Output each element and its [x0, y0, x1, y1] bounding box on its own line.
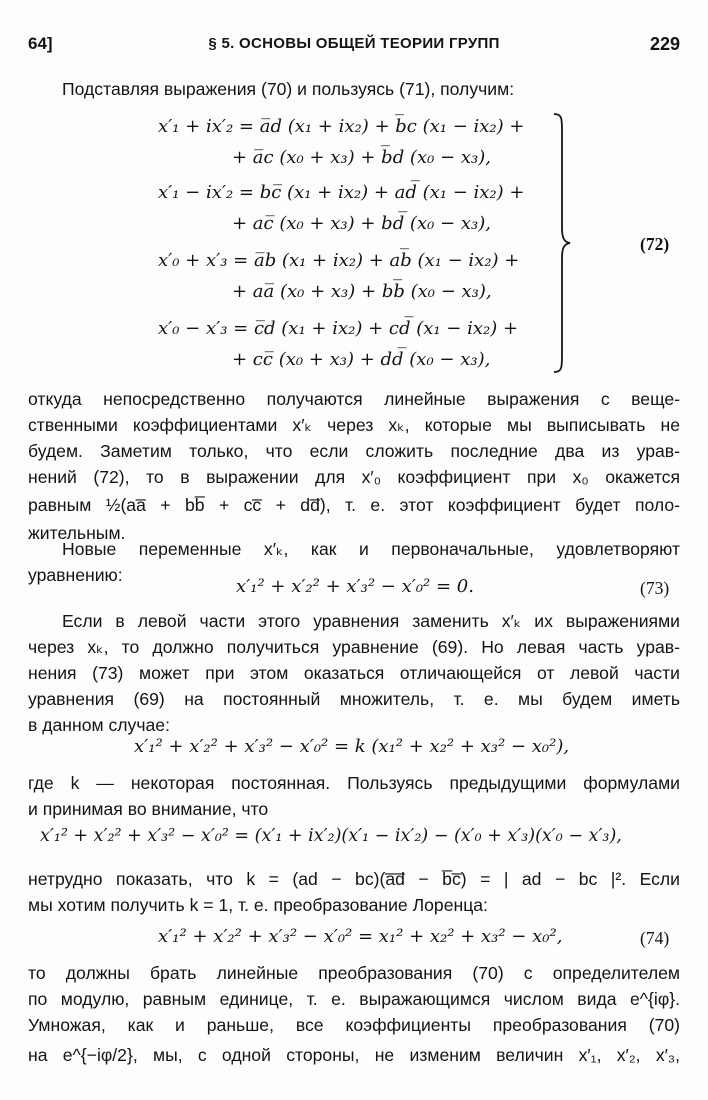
- equation-number-73: (73): [640, 578, 670, 598]
- equation-line: x′₁ + ix′₂ = a̅d (x₁ + ix₂) + b̅c (x₁ − ix₂) +: [158, 116, 525, 137]
- equation-line: x′₁ − ix′₂ = bc̅ (x₁ + ix₂) + ad̅ (x₁ − ix₂) +: [158, 182, 525, 203]
- section-reference: 64]: [28, 34, 53, 53]
- equation-k: x′₁² + x′₂² + x′₃² − x′₀² = k (x₁² + x₂² + x₃² − x₀²),: [134, 736, 570, 757]
- equation-number-74: (74): [640, 928, 670, 948]
- intro-paragraph: Подставляя выражения (70) и пользуясь (71), получим:: [62, 79, 515, 99]
- equation-line: + cc̅ (x₀ + x₃) + dd̅ (x₀ − x₃),: [232, 349, 491, 370]
- running-title: § 5. ОСНОВЫ ОБЩЕЙ ТЕОРИИ ГРУПП: [208, 35, 500, 52]
- running-header: [28, 34, 680, 60]
- equation-line: + aa̅ (x₀ + x₃) + bb̅ (x₀ − x₃),: [232, 281, 492, 302]
- paragraph-1: откуда непосредственно получаются линейные выражения с веще- ственными коэффициентами x′ₖ через xₖ, которые мы выписывать не будем. Заметим только, что если сложить последние два из урав- нений (72), то в выражении для x′₀ коэффициент при x₀ окажется равным ½(aa̅ + bb̅ + cc̅ + dd̅), т. е. этот коэффициент будет поло- жительным.: [28, 389, 680, 543]
- equation-number-72: (72): [640, 234, 670, 254]
- right-brace: [552, 112, 572, 374]
- equation-73: x′₁² + x′₂² + x′₃² − x′₀² = 0.: [236, 576, 474, 597]
- equation-line: x′₀ − x′₃ = c̅d (x₁ + ix₂) + cd̅ (x₁ − ix₂) +: [158, 318, 519, 339]
- equation-line: x′₀ + x′₃ = a̅b (x₁ + ix₂) + ab̅ (x₁ − ix₂) +: [158, 250, 520, 271]
- paragraph-4: где k — некоторая постоянная. Пользуясь предыдущими формулами и принимая во внимание, что: [28, 773, 680, 819]
- paragraph-6: то должны брать линейные преобразования (70) с определителем по модулю, равным единице, т. е. выражающимся числом вида e^{iφ}. Умножая, как и раньше, все коэффициенты преобразования (70) на e^{−iφ/2}, мы, с одной стороны, не изменим величин x′₁, x′₂, x′₃,: [28, 963, 680, 1065]
- equation-74: x′₁² + x′₂² + x′₃² − x′₀² = x₁² + x₂² + x₃² − x₀²,: [158, 926, 563, 947]
- paragraph-2: Новые переменные x′ₖ, как и первоначальные, удовлетворяют уравнению:: [28, 539, 680, 585]
- equation-line: + a̅c (x₀ + x₃) + b̅d (x₀ − x₃),: [232, 147, 491, 168]
- page-number: 229: [649, 34, 680, 54]
- equation-product: x′₁² + x′₂² + x′₃² − x′₀² = (x′₁ + ix′₂)(x′₁ − ix′₂) − (x′₀ + x′₃)(x′₀ − x′₃),: [40, 826, 622, 846]
- paragraph-3: Если в левой части этого уравнения заменить x′ₖ их выражениями через xₖ, то должно получиться уравнение (69). Но левая часть урав- нения (73) может при этом оказаться отличающейся от левой части уравнения (69) на постоянный множитель, т. е. мы будем иметь в данном случае:: [28, 611, 680, 735]
- paragraph-5: нетрудно показать, что k = (ad − bc)(a̅d̅ − b̅c̅) = | ad − bc |². Если мы хотим получить k = 1, т. е. преобразование Лоренца:: [28, 869, 680, 915]
- equation-line: + ac̅ (x₀ + x₃) + bd̅ (x₀ − x₃),: [232, 213, 491, 234]
